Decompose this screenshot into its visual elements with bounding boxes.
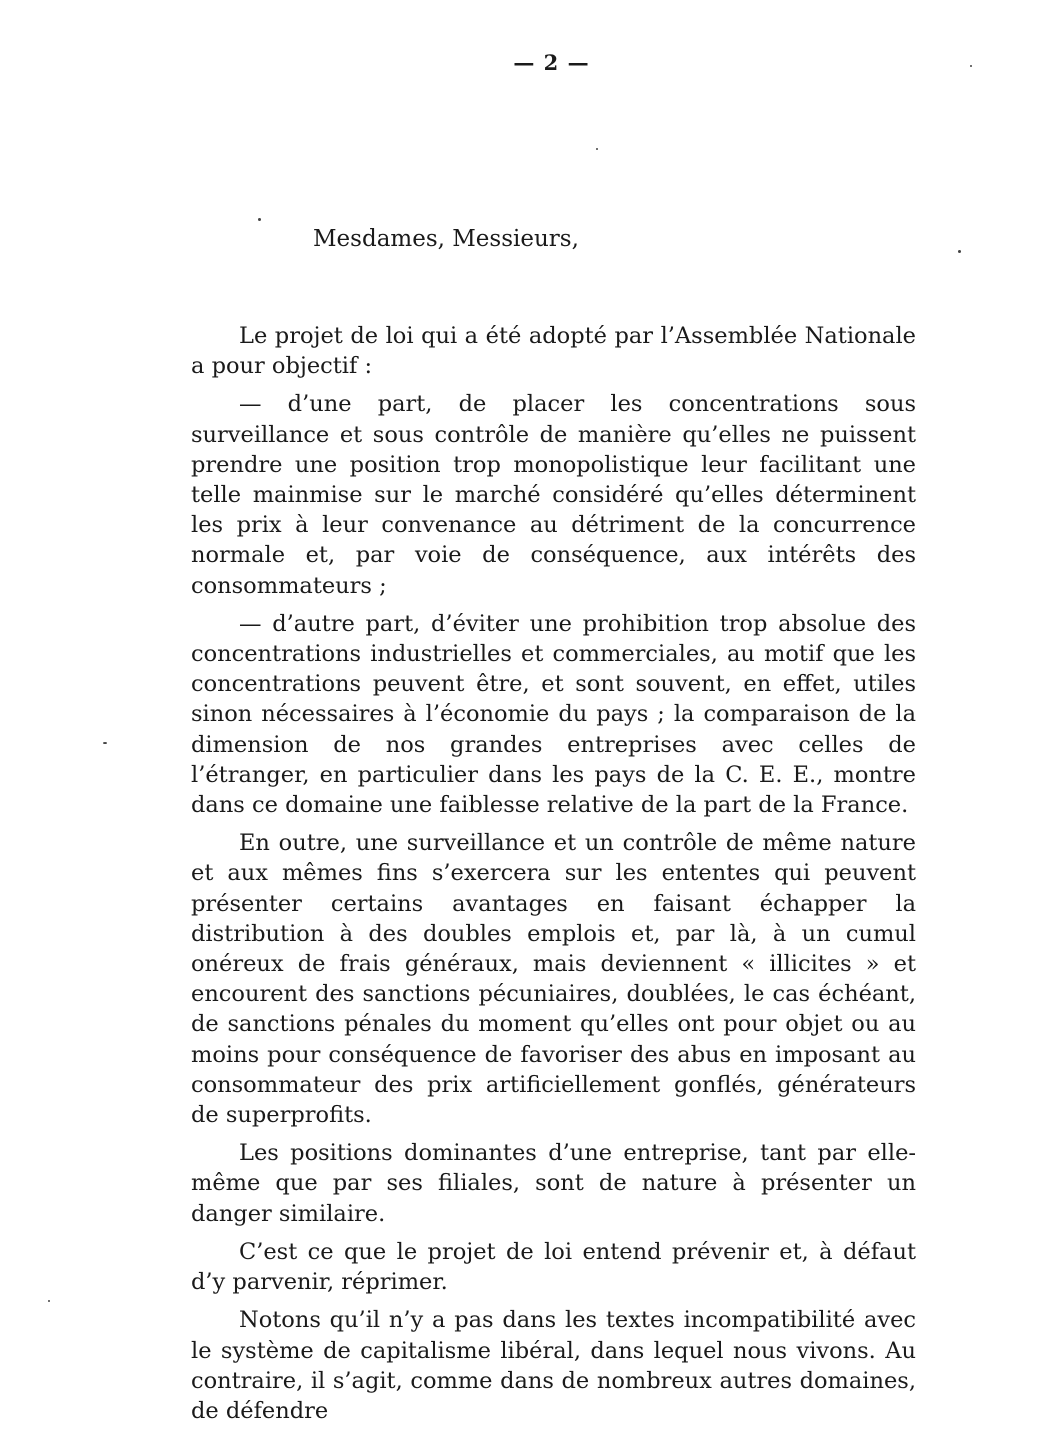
scan-speck <box>958 250 961 253</box>
scan-speck <box>596 148 598 150</box>
paragraph-dominant-positions: Les positions dominantes d’une entreprise, tant par elle-même que par ses filiales, sont de nature à présenter un danger similaire. <box>191 1140 916 1227</box>
document-body <box>191 321 916 1434</box>
salutation: Mesdames, Messieurs, <box>313 226 579 252</box>
paragraph-ententes: En outre, une surveillance et un contrôle de même nature et aux mêmes fins s’exercera sur les ententes qui peuvent présenter certains avantages en faisant échapper la distribution à des doubles emplois et, par là, à un cumul onéreux de frais généraux, mais deviennent « illicites » et encourent des sanctions pécuniaires, doublées, le cas échéant, de sanctions pénales du moment qu’elles ont pour objet ou au moins pour conséquence de favoriser des abus en imposant au consommateur des prix artificiellement gonflés, générateurs de superprofits. <box>191 830 916 1129</box>
paragraph-prevention: C’est ce que le projet de loi entend prévenir et, à défaut d’y parvenir, réprimer. <box>191 1238 916 1296</box>
page-number: — 2 — <box>513 50 590 75</box>
scan-speck <box>48 1300 50 1302</box>
paragraph-second-objective: — d’autre part, d’éviter une prohibition trop absolue des concentrations industrielles et commerciales, au motif que les concentrations peuvent être, et sont souvent, en effet, utiles sinon nécessaires à l’économie du pays ; la comparaison de la dimension de nos grandes entreprises avec celles de l’étranger, en particulier dans les pays de la C. E. E., montre dans ce domaine une faiblesse relative de la part de la France. <box>191 610 916 819</box>
scan-speck <box>970 65 972 67</box>
scan-speck <box>103 742 107 744</box>
scan-speck <box>258 218 261 221</box>
paragraph-first-objective: — d’une part, de placer les concentrations sous surveillance et sous contrôle de manière qu’elles ne puissent prendre une position trop monopolistique leur facilitant une telle mainmise sur le marché considéré qu’elles déterminent les prix à leur convenance au détriment de la concurrence normale et, par voie de conséquence, aux intérêts des consommateurs ; <box>191 391 916 599</box>
paragraph-capitalism: Notons qu’il n’y a pas dans les textes incompatibilité avec le système de capitalisme libéral, dans lequel nous vivons. Au contraire, il s’agit, comme dans de nombreux autres domaines, de défendre <box>191 1307 916 1424</box>
paragraph-intro: Le projet de loi qui a été adopté par l’Assemblée Nationale a pour objectif : <box>191 323 916 380</box>
